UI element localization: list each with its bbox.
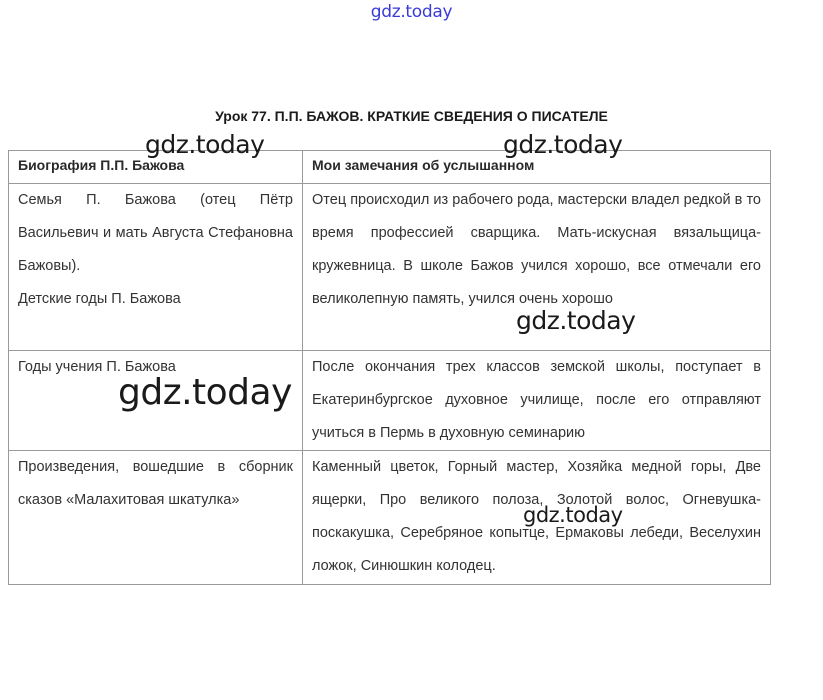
cell-text: Каменный цветок, Горный мастер, Хозяйка медной горы, Две ящерки, Про великого полоза, Золотой волос, Огневушка-поскакушка, Серебряное копытце, Ермаковы лебеди, Веселухин ложок, Синюшкин колодец. (312, 459, 761, 574)
biography-table (8, 150, 771, 585)
table-cell-left (9, 351, 303, 451)
cell-text: Произведения, вошедшие в сборник сказов «Малахитовая шкатулка» (18, 459, 293, 508)
cell-text: После окончания трех классов земской школы, поступает в Екатеринбургское духовное училище, после его отправляют учиться в Пермь в духовную семинарию (312, 359, 761, 441)
table-row (9, 451, 771, 585)
table-header-row (9, 151, 771, 184)
watermark: gdz.today (503, 130, 623, 159)
table-cell-right (303, 451, 771, 585)
table-cell-right (303, 351, 771, 451)
watermark: gdz.today (523, 503, 623, 527)
cell-text: Годы учения П. Бажова (18, 359, 176, 375)
watermark: gdz.today (145, 130, 265, 159)
table-cell-right (303, 184, 771, 351)
column-header-biography: Биография П.П. Бажова (9, 151, 303, 184)
cell-text: Детские годы П. Бажова (18, 291, 181, 307)
cell-text: Семья П. Бажова (отец Пётр Васильевич и мать Августа Стефановна Бажовы). (18, 192, 293, 274)
cell-text: Отец происходил из рабочего рода, мастерски владел редкой в то время профессией сварщика. Мать-искусная вязальщица-кружевница. В школе Бажов учился хорошо, все отмечали его великолепную память, учился очень хорошо (312, 192, 761, 307)
table-cell-left (9, 451, 303, 585)
table-row (9, 184, 771, 351)
watermark: gdz.today (118, 372, 292, 413)
watermark: gdz.today (516, 306, 636, 335)
top-watermark: gdz.today (370, 2, 453, 22)
table-row (9, 351, 771, 451)
table-cell-left (9, 184, 303, 351)
column-header-notes: Мои замечания об услышанном (303, 151, 771, 184)
page-title: Урок 77. П.П. БАЖОВ. КРАТКИЕ СВЕДЕНИЯ О ПИСАТЕЛЕ (215, 108, 608, 124)
